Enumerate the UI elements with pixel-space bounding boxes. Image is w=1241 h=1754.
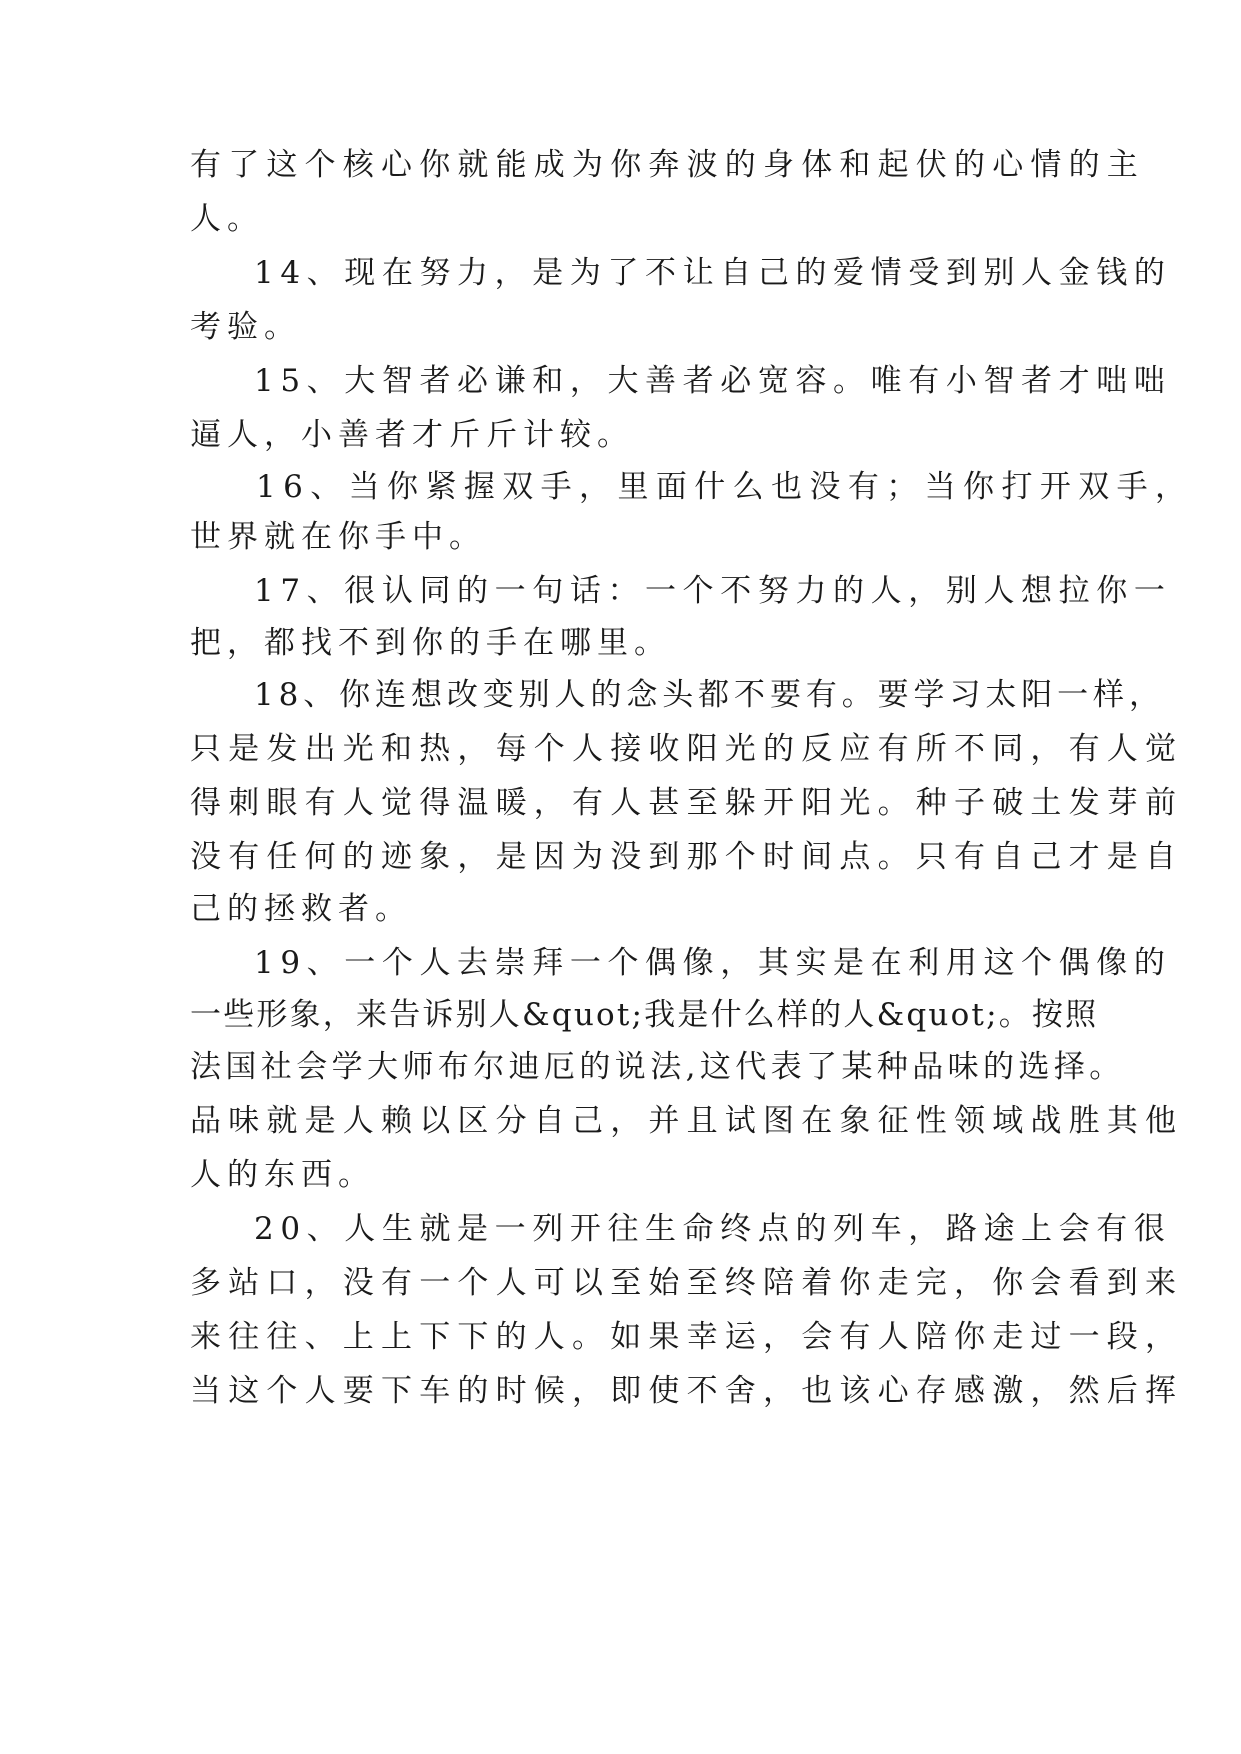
paragraph-line: 16、当你紧握双手，里面什么也没有；当你打开双手， xyxy=(256,469,1194,505)
paragraph-line: 人的东西。 xyxy=(190,1157,375,1193)
paragraph-line: 考验。 xyxy=(190,309,301,345)
paragraph-line: 人。 xyxy=(190,201,264,237)
paragraph-line: 多站口，没有一个人可以至始至终陪着你走完，你会看到来 xyxy=(190,1265,1184,1301)
paragraph-line: 只是发出光和热，每个人接收阳光的反应有所不同，有人觉 xyxy=(190,731,1184,767)
paragraph-line: 来往往、上上下下的人。如果幸运，会有人陪你走过一段， xyxy=(190,1319,1184,1355)
paragraph-line: 17、很认同的一句话：一个不努力的人，别人想拉你一 xyxy=(254,573,1172,609)
paragraph-line: 把，都找不到你的手在哪里。 xyxy=(190,625,671,661)
paragraph-line: 当这个人要下车的时候，即使不舍，也该心存感激，然后挥 xyxy=(190,1373,1184,1409)
paragraph-line: 19、一个人去崇拜一个偶像，其实是在利用这个偶像的 xyxy=(254,945,1172,981)
paragraph-line: 18、你连想改变别人的念头都不要有。要学习太阳一样， xyxy=(254,677,1165,713)
paragraph-line: 逼人，小善者才斤斤计较。 xyxy=(190,417,634,453)
paragraph-line: 己的拯救者。 xyxy=(190,891,412,927)
paragraph-line: 一些形象，来告诉别人&quot;我是什么样的人&quot;。按照 xyxy=(190,997,1099,1033)
paragraph-line: 14、现在努力，是为了不让自己的爱情受到别人金钱的 xyxy=(254,255,1172,291)
paragraph-line: 没有任何的迹象，是因为没到那个时间点。只有自己才是自 xyxy=(190,839,1184,875)
paragraph-line: 品味就是人赖以区分自己，并且试图在象征性领域战胜其他 xyxy=(190,1103,1184,1139)
paragraph-line: 15、大智者必谦和，大善者必宽容。唯有小智者才咄咄 xyxy=(254,363,1172,399)
paragraph-line: 世界就在你手中。 xyxy=(190,519,486,555)
paragraph-line: 有了这个核心你就能成为你奔波的身体和起伏的心情的主 xyxy=(190,147,1145,183)
paragraph-line: 20、人生就是一列开往生命终点的列车，路途上会有很 xyxy=(254,1211,1172,1247)
paragraph-line: 法国社会学大师布尔迪厄的说法,这代表了某种品味的选择。 xyxy=(190,1049,1125,1085)
paragraph-line: 得刺眼有人觉得温暖，有人甚至躲开阳光。种子破土发芽前 xyxy=(190,785,1184,821)
